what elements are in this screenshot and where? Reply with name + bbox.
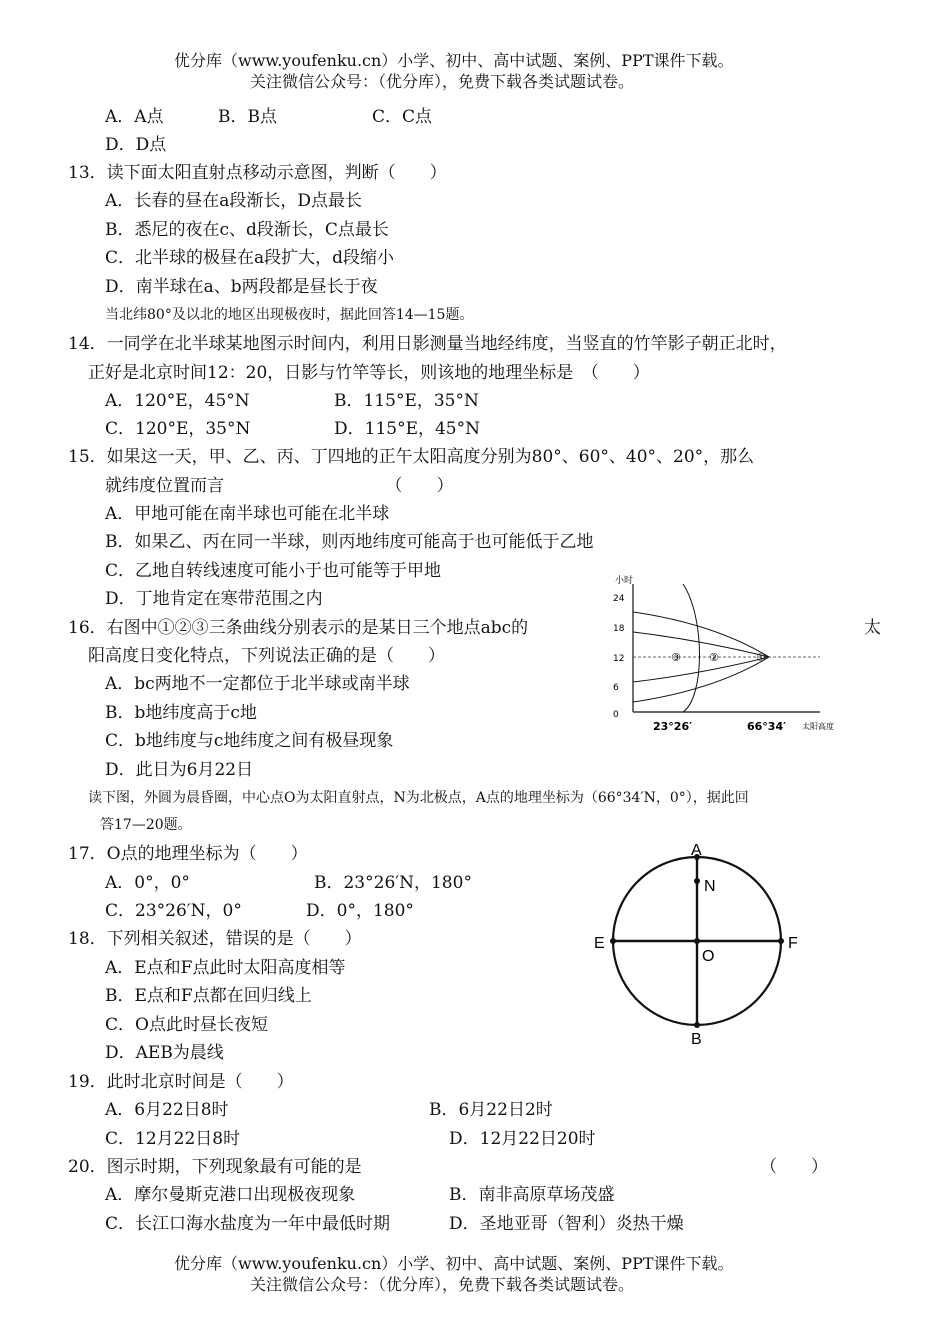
header-line-2: 关注微信公众号：（优分库），免费下载各类试题试卷。 <box>250 72 635 91</box>
q19-option-b: B．6月22日2时 <box>429 1100 553 1120</box>
q16-stem-line-1-end: 太 <box>864 618 881 638</box>
q15-option-d: D．丁地肯定在寒带范围之内 <box>105 589 323 609</box>
note-17-20-line-2: 答17—20题。 <box>100 817 192 833</box>
q18-option-d: D．AEB为晨线 <box>105 1043 224 1063</box>
q19-option-c: C．12月22日8时 <box>105 1129 241 1149</box>
y-tick-18: 18 <box>613 624 625 634</box>
q18-stem: 18．下列相关叙述，错误的是（ ） <box>68 929 362 949</box>
q12-option-c: C．C点 <box>372 107 433 127</box>
y-axis-title: 小时 <box>615 576 634 586</box>
label-A: A <box>691 842 702 859</box>
q14-stem-line-2: 正好是北京时间12：20，日影与竹竿等长，则该地的地理坐标是 （ ） <box>88 363 650 383</box>
q13-stem: 13．读下面太阳直射点移动示意图，判断（ ） <box>68 163 447 183</box>
q12-option-d: D．D点 <box>105 135 167 155</box>
q15-option-c: C．乙地自转线速度可能小于也可能等于甲地 <box>105 561 442 581</box>
point-O <box>694 938 700 944</box>
q18-option-b: B．E点和F点都在回归线上 <box>105 986 312 1006</box>
q20-answer-paren: （ ） <box>760 1157 828 1177</box>
q16-stem-line-2: 阳高度日变化特点，下列说法正确的是（ ） <box>88 646 445 666</box>
q14-option-a: A．120°E，45°N <box>105 391 250 411</box>
point-N <box>694 878 700 884</box>
q14-option-d: D．115°E，45°N <box>334 419 480 439</box>
curve-2-label: ② <box>709 651 719 664</box>
label-N: N <box>704 878 716 895</box>
q19-stem: 19．此时北京时间是（ ） <box>68 1072 294 1092</box>
footer-line-2: 关注微信公众号：（优分库），免费下载各类试题试卷。 <box>250 1275 635 1294</box>
q20-stem: 20．图示时期，下列现象最有可能的是 <box>68 1157 362 1177</box>
q14-stem-line-1: 14．一同学在北半球某地图示时间内，利用日影测量当地经纬度，当竖直的竹竿影子朝正北时， <box>68 334 787 354</box>
x-axis-title: 太阳高度 <box>802 722 834 731</box>
label-B: B <box>691 1031 702 1048</box>
q14-option-c: C．120°E，35°N <box>105 419 251 439</box>
q16-stem-line-1: 16．右图中①②③三条曲线分别表示的是某日三个地点abc的 <box>68 618 529 638</box>
q15-option-a: A．甲地可能在南半球也可能在北半球 <box>105 504 390 524</box>
note-17-20-line-1: 读下图，外圆为晨昏圈，中心点O为太阳直射点，N为北极点，A点的地理坐标为（66°34′N，0°），据此回 <box>88 790 749 806</box>
terminator-circle-diagram <box>590 838 805 1050</box>
q16-option-b: B．b地纬度高于c地 <box>105 703 257 723</box>
label-F: F <box>788 935 798 952</box>
footer-line-1: 优分库（www.youfenku.cn）小学、初中、高中试题、案例、PPT课件下载。 <box>174 1254 734 1273</box>
q13-option-c: C．北半球的极昼在a段扩大，d段缩小 <box>105 248 395 268</box>
y-tick-24: 24 <box>613 594 625 604</box>
q18-option-a: A．E点和F点此时太阳高度相等 <box>105 958 346 978</box>
q12-option-a: A．A点 <box>105 107 164 127</box>
q12-option-b: B．B点 <box>218 107 277 127</box>
q20-option-d: D．圣地亚哥（智利）炎热干燥 <box>449 1214 684 1234</box>
daylength-diagram <box>605 572 845 737</box>
q16-option-d: D．此日为6月22日 <box>105 760 254 780</box>
terminator-circle-figure <box>590 838 805 1050</box>
header-line-1: 优分库（www.youfenku.cn）小学、初中、高中试题、案例、PPT课件下载。 <box>174 51 734 70</box>
q14-option-b: B．115°E，35°N <box>334 391 479 411</box>
q15-stem-line-2: 就纬度位置而言 （ ） <box>105 476 454 496</box>
q18-option-c: C．O点此时昼长夜短 <box>105 1015 268 1035</box>
q17-option-d: D．0°，180° <box>306 901 414 921</box>
q20-option-c: C．长江口海水盐度为一年中最低时期 <box>105 1214 391 1234</box>
x-label-66-34: 66°34′ <box>747 720 787 733</box>
point-E <box>610 938 616 944</box>
note-14-15: 当北纬80°及以北的地区出现极夜时，据此回答14—15题。 <box>105 307 474 323</box>
q16-option-a: A．bc两地不一定都位于北半球或南半球 <box>105 674 410 694</box>
q17-option-b: B．23°26′N，180° <box>314 873 472 893</box>
point-B <box>694 1022 700 1028</box>
x-label-23-26: 23°26′ <box>653 720 693 733</box>
daylength-figure <box>605 572 845 737</box>
y-tick-12: 12 <box>613 654 625 664</box>
y-tick-6: 6 <box>613 683 619 693</box>
q20-option-a: A．摩尔曼斯克港口出现极夜现象 <box>105 1185 356 1205</box>
q13-option-d: D．南半球在a、b两段都是昼长于夜 <box>105 277 378 297</box>
curve-3-label: ③ <box>671 651 681 664</box>
q16-option-c: C．b地纬度与c地纬度之间有极昼现象 <box>105 731 394 751</box>
q13-option-b: B．悉尼的夜在c、d段渐长，C点最长 <box>105 220 389 240</box>
curve-1-label: ① <box>756 651 766 664</box>
curve-3 <box>683 584 700 712</box>
q17-option-c: C．23°26′N，0° <box>105 901 242 921</box>
q19-option-d: D．12月22日20时 <box>449 1129 596 1149</box>
q17-option-a: A．0°，0° <box>105 873 190 893</box>
q15-option-b: B．如果乙、丙在同一半球，则丙地纬度可能高于也可能低于乙地 <box>105 532 594 552</box>
point-F <box>778 938 784 944</box>
label-O: O <box>702 948 715 965</box>
q15-stem-line-1: 15．如果这一天，甲、乙、丙、丁四地的正午太阳高度分别为80°、60°、40°、20°，那么 <box>68 447 755 467</box>
q20-option-b: B．南非高原草场茂盛 <box>449 1185 615 1205</box>
q19-option-a: A．6月22日8时 <box>105 1100 229 1120</box>
y-tick-0: 0 <box>613 710 619 720</box>
label-E: E <box>594 935 605 952</box>
q13-option-a: A．长春的昼在a段渐长，D点最长 <box>105 191 363 211</box>
q17-stem: 17．O点的地理坐标为（ ） <box>68 844 308 864</box>
